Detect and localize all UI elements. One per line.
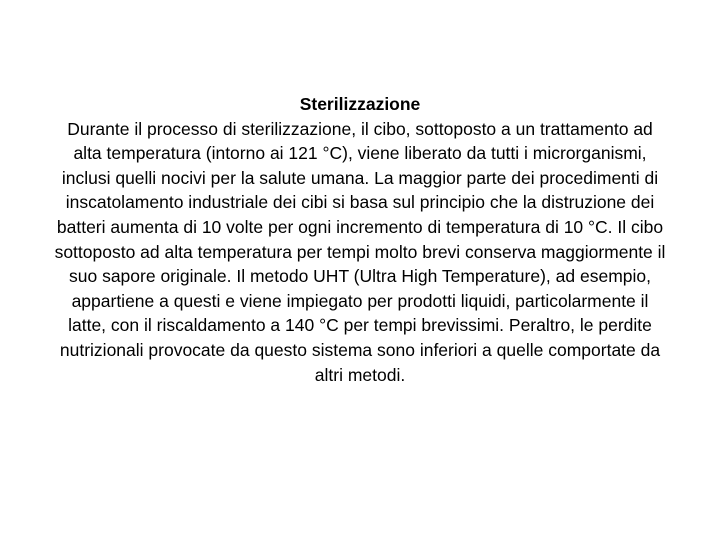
- slide-title: Sterilizzazione: [299, 94, 421, 114]
- slide-body-text: Durante il processo di sterilizzazione, il cibo, sottoposto a un trattamento ad alta temperatura (intorno ai 121 °C), viene liberato da tutti i microrganismi, inclusi quelli nocivi per la salute umana. La maggior parte dei procedimenti di inscatolamento industriale dei cibi si basa sul principio che la distruzione dei batteri aumenta di 10 volte per ogni incremento di temperatura di 10 °C. Il cibo sottoposto ad alta temperatura per tempi molto brevi conserva maggiormente il suo sapore originale. Il metodo UHT (Ultra High Temperature), ad esempio, appartiene a questi e viene impiegato per prodotti liquidi, particolarmente il latte, con il riscaldamento a 140 °C per tempi brevissimi. Peraltro, le perdite nutrizionali provocate da questo sistema sono inferiori a quelle comportate da altri metodi.: [54, 118, 666, 385]
- text-block: [52, 92, 668, 387]
